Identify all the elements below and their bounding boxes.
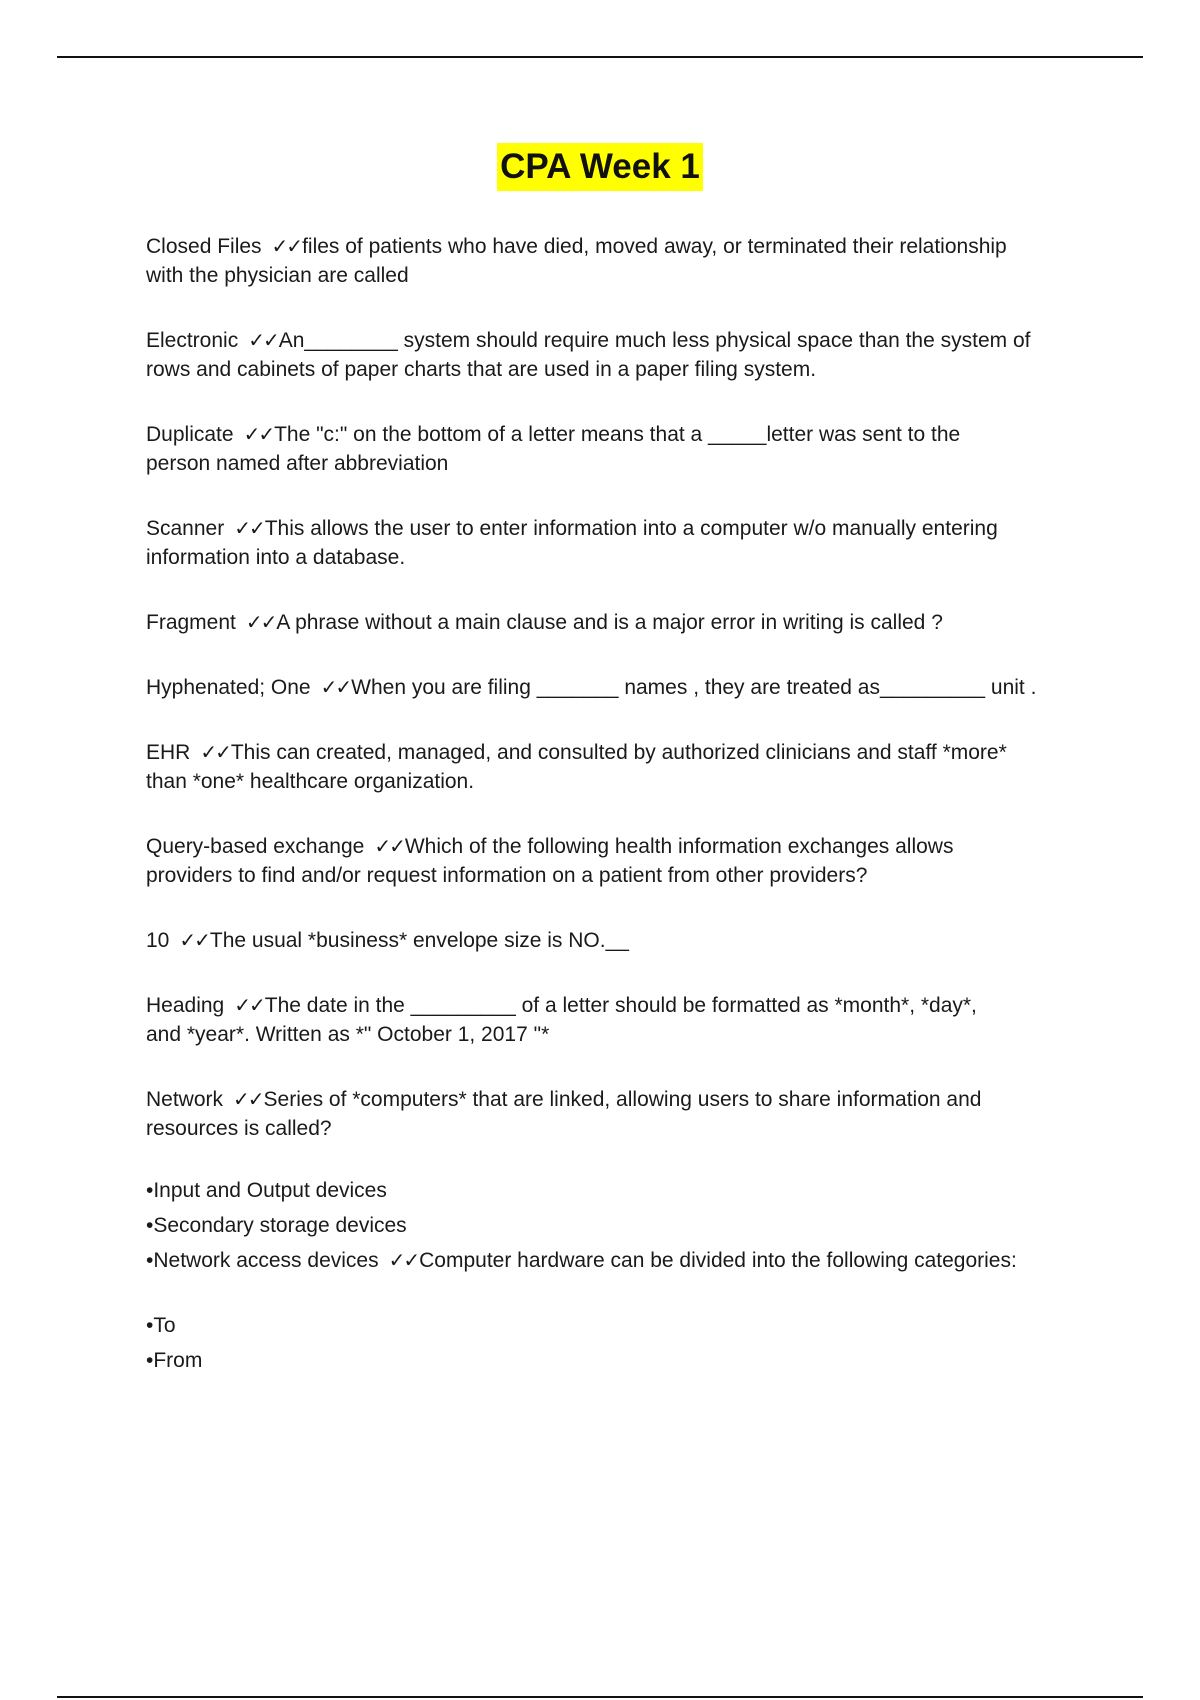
bullet-item: •Input and Output devices	[146, 1179, 387, 1202]
double-check-icon: ✓✓	[245, 610, 276, 634]
qa-entry	[146, 608, 1096, 637]
qa-entry	[146, 232, 1096, 290]
entry-text: This allows the user to enter information into a computer w/o manually entering	[264, 517, 998, 540]
entry-text: Series of *computers* that are linked, allowing users to share information and	[263, 1088, 982, 1111]
entry-term: Duplicate	[146, 423, 234, 446]
entry-text-continued: person named after abbreviation	[146, 452, 449, 475]
double-check-icon: ✓✓	[234, 993, 264, 1017]
qa-entry	[146, 991, 1096, 1049]
entry-text-continued: with the physician are called	[146, 264, 409, 287]
entry-term: Closed Files	[146, 235, 262, 258]
entry-term: 10	[146, 929, 170, 952]
document-body	[146, 232, 1096, 1378]
entry-text: This can created, managed, and consulted by authorized clinicians and staff *more*	[230, 741, 1007, 764]
entry-text: The "c:" on the bottom of a letter means that a _____letter was sent to the	[274, 423, 961, 446]
bottom-rule	[57, 1696, 1143, 1698]
entry-term: Hyphenated; One	[146, 676, 311, 699]
bullet-item: •Network access devices	[146, 1249, 379, 1272]
entry-text: A phrase without a main clause and is a major error in writing is called ?	[276, 611, 943, 634]
bullet-item: •To	[146, 1314, 176, 1337]
entry-text: Which of the following health information exchanges allows	[404, 835, 954, 858]
bullet-item: •From	[146, 1349, 203, 1372]
qa-entry	[146, 1085, 1096, 1143]
double-check-icon: ✓✓	[320, 675, 351, 699]
entry-term: Scanner	[146, 517, 225, 540]
qa-entry	[146, 926, 1096, 955]
double-check-icon: ✓✓	[234, 516, 264, 540]
double-check-icon: ✓✓	[374, 834, 404, 858]
entry-term: Fragment	[146, 611, 236, 634]
entry-term: Query-based exchange	[146, 835, 365, 858]
entry-text: The usual *business* envelope size is NO.__	[209, 929, 629, 952]
entry-text: The date in the _________ of a letter should be formatted as *month*, *day*,	[264, 994, 977, 1017]
entry-term: EHR	[146, 741, 191, 764]
qa-entry	[146, 738, 1096, 796]
qa-entry	[146, 326, 1096, 384]
final-bullets	[146, 1308, 1096, 1378]
entry-text-continued: rows and cabinets of paper charts that are used in a paper filing system.	[146, 358, 817, 381]
entry-term: Heading	[146, 994, 225, 1017]
entry-text-continued: resources is called?	[146, 1117, 332, 1140]
entry-text: When you are filing _______ names , they are treated as_________ unit .	[351, 676, 1037, 699]
title-container	[0, 143, 1200, 191]
top-rule	[57, 56, 1143, 58]
entry-term: Electronic	[146, 329, 239, 352]
entry-term: Network	[146, 1088, 224, 1111]
entry-text: Computer hardware can be divided into the following categories:	[419, 1249, 1017, 1272]
entry-text-continued: than *one* healthcare organization.	[146, 770, 475, 793]
qa-entry	[146, 832, 1096, 890]
double-check-icon: ✓✓	[200, 740, 230, 764]
qa-entry	[146, 420, 1096, 478]
double-check-icon: ✓✓	[388, 1248, 419, 1272]
qa-entry	[146, 514, 1096, 572]
entry-text: An________ system should require much less physical space than the system of	[278, 329, 1031, 352]
page-title: CPA Week 1	[497, 143, 703, 191]
double-check-icon: ✓✓	[233, 1087, 263, 1111]
double-check-icon: ✓✓	[271, 234, 302, 258]
entry-text-continued: and *year*. Written as *" October 1, 2017 "*	[146, 1023, 550, 1046]
entry-text: files of patients who have died, moved away, or terminated their relationship	[302, 235, 1007, 258]
qa-entry	[146, 673, 1096, 702]
hardware-entry	[146, 1173, 1096, 1278]
entry-text-continued: information into a database.	[146, 546, 406, 569]
double-check-icon: ✓✓	[179, 928, 209, 952]
double-check-icon: ✓✓	[243, 422, 274, 446]
entry-text-continued: providers to find and/or request information on a patient from other providers?	[146, 864, 868, 887]
double-check-icon: ✓✓	[248, 328, 278, 352]
bullet-item: •Secondary storage devices	[146, 1214, 407, 1237]
